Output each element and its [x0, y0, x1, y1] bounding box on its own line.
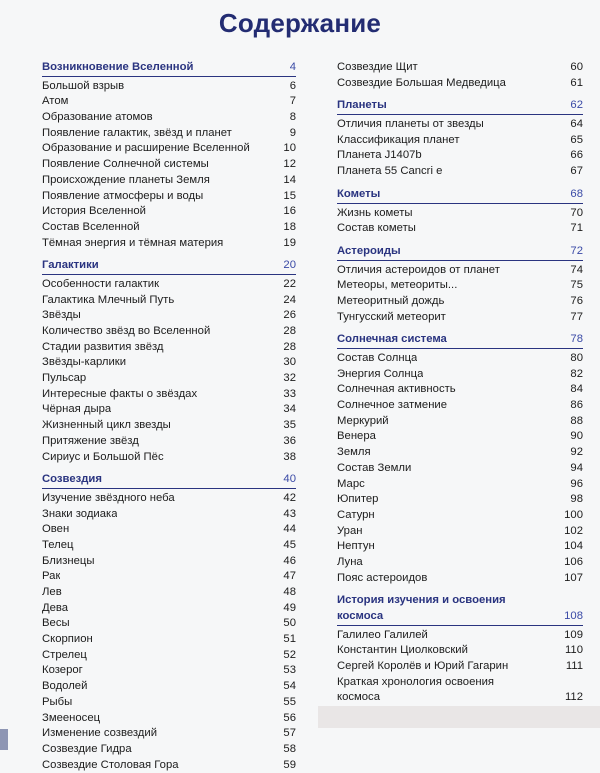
- toc-entry[interactable]: [42, 94, 296, 110]
- section-gap: [337, 91, 583, 98]
- page-number: 24: [283, 293, 296, 306]
- entry-title: Состав Солнца: [337, 352, 418, 364]
- entry-title: Венера: [337, 430, 376, 443]
- toc-entry[interactable]: [42, 434, 296, 450]
- entry-title: Планета J1407b: [337, 149, 422, 162]
- page-number: 54: [283, 680, 296, 693]
- entry-title: Солнечная активность: [337, 383, 456, 396]
- toc-entry[interactable]: [42, 220, 296, 236]
- page-number: 77: [570, 310, 583, 323]
- toc-entry[interactable]: [42, 110, 296, 126]
- entry-title: Созвездие Большая Медведица: [337, 76, 506, 89]
- page-number: 20: [283, 259, 296, 272]
- page-number: 33: [283, 387, 296, 400]
- toc-right-column: [337, 60, 583, 706]
- entry-title: Пульсар: [42, 372, 87, 385]
- page-number: 104: [564, 540, 583, 553]
- page-number: 4: [289, 61, 296, 73]
- entry-title: Скорпион: [42, 633, 93, 646]
- section-gap: [337, 237, 583, 244]
- page-number: 35: [283, 419, 296, 432]
- page-number: 44: [283, 523, 296, 536]
- page-number: 26: [283, 309, 296, 322]
- toc-entry[interactable]: [42, 308, 296, 324]
- entry-title: Появление Солнечной системы: [42, 158, 209, 171]
- toc-entry[interactable]: [42, 189, 296, 205]
- toc-left-column: [42, 60, 296, 773]
- toc-entry[interactable]: [42, 616, 296, 632]
- toc-entry[interactable]: [337, 477, 583, 493]
- entry-title: Притяжение звёзд: [42, 434, 139, 447]
- entry-title: Появление галактик, звёзд и планет: [42, 126, 232, 139]
- entry-title: Сатурн: [337, 508, 375, 521]
- entry-title: Чёрная дыра: [42, 403, 112, 416]
- entry-title: Отличия астероидов от планет: [337, 263, 500, 276]
- section-title: История изучения и освоения космоса: [337, 594, 506, 623]
- entry-title: Весы: [42, 617, 70, 630]
- page-number: 78: [570, 333, 583, 346]
- entry-title: Интересные факты о звёздах: [42, 387, 198, 400]
- entry-title: Знаки зодиака: [42, 507, 118, 520]
- entry-title: Юпитер: [337, 493, 379, 506]
- entry-title: Созвездие Столовая Гора: [42, 758, 179, 771]
- toc-entry[interactable]: [42, 695, 296, 711]
- section-title: Возникновение Вселенной: [42, 61, 194, 73]
- page-number: 56: [283, 711, 296, 724]
- page-number: 59: [283, 758, 296, 771]
- page-number: 67: [570, 165, 583, 178]
- page-number: 94: [570, 461, 583, 474]
- toc-entry[interactable]: [337, 263, 583, 279]
- entry-title: Созвездие Гидра: [42, 742, 132, 755]
- toc-entry[interactable]: [337, 164, 583, 180]
- page-number: 8: [289, 111, 296, 124]
- page-number: 80: [570, 352, 583, 364]
- page-number: 90: [570, 430, 583, 443]
- entry-title: Жизнь кометы: [337, 206, 413, 219]
- page-number: 92: [570, 446, 583, 459]
- toc-entry[interactable]: [42, 538, 296, 554]
- toc-entry[interactable]: [337, 492, 583, 508]
- toc-entry[interactable]: [42, 450, 296, 466]
- page-number: 108: [564, 610, 583, 623]
- entry-title: Энергия Солнца: [337, 367, 424, 380]
- page-number: 7: [289, 95, 296, 108]
- toc-entry[interactable]: [337, 555, 583, 571]
- page-number: 32: [283, 372, 296, 385]
- entry-title: Марс: [337, 477, 365, 490]
- toc-entry[interactable]: [337, 117, 583, 133]
- section-title: Галактики: [42, 259, 99, 272]
- section-title: Планеты: [337, 99, 387, 112]
- entry-title: Стрелец: [42, 648, 87, 661]
- toc-entry[interactable]: [42, 679, 296, 695]
- entry-title: Дева: [42, 601, 69, 614]
- toc-entry[interactable]: [42, 507, 296, 523]
- entry-title: Галактика Млечный Путь: [42, 293, 175, 306]
- toc-entry[interactable]: [337, 414, 583, 430]
- toc-entry[interactable]: [42, 157, 296, 173]
- page-number: 47: [283, 570, 296, 583]
- page-number: 14: [283, 173, 296, 186]
- toc-entry[interactable]: [337, 148, 583, 164]
- page-number: 18: [283, 220, 296, 233]
- entry-title: Сергей Королёв и Юрий Гагарин: [337, 660, 509, 673]
- page-number: 48: [283, 586, 296, 598]
- page-number: 42: [283, 491, 296, 504]
- entry-title: Земля: [337, 446, 371, 459]
- entry-title: Состав Земли: [337, 461, 412, 474]
- page-number: 60: [570, 61, 583, 73]
- entry-title: Количество звёзд во Вселенной: [42, 325, 211, 337]
- toc-entry[interactable]: [337, 524, 583, 540]
- toc-entry[interactable]: [42, 277, 296, 293]
- toc-entry[interactable]: [42, 340, 296, 356]
- toc-entry[interactable]: [42, 491, 296, 507]
- entry-title: Происхождение планеты Земля: [42, 173, 210, 186]
- page-number: 64: [570, 118, 583, 131]
- toc-entry[interactable]: [42, 371, 296, 387]
- entry-title: Образование и расширение Вселенной: [42, 142, 250, 155]
- toc-section-heading[interactable]: [337, 593, 583, 625]
- page-number: 70: [570, 206, 583, 219]
- toc-entry[interactable]: [337, 659, 583, 675]
- page-number: 96: [570, 477, 583, 490]
- toc-entry[interactable]: [42, 663, 296, 679]
- page-number: 110: [564, 644, 583, 657]
- page-number: 61: [570, 76, 583, 89]
- entry-title: Созвездие Щит: [337, 61, 418, 73]
- toc-entry[interactable]: [337, 429, 583, 445]
- toc-section-heading[interactable]: [42, 472, 296, 489]
- entry-title: Изучение звёздного неба: [42, 491, 175, 504]
- entry-title: Рак: [42, 570, 61, 583]
- page-number: 71: [570, 222, 583, 235]
- entry-title: Пояс астероидов: [337, 571, 428, 584]
- toc-entry[interactable]: [42, 522, 296, 538]
- page-number: 112: [564, 691, 583, 704]
- toc-section-heading[interactable]: [42, 258, 296, 275]
- page-number: 49: [283, 601, 296, 614]
- toc-entry[interactable]: [337, 508, 583, 524]
- entry-title: Звёзды-карлики: [42, 356, 127, 369]
- toc-entry[interactable]: [337, 445, 583, 461]
- toc-entry[interactable]: [337, 461, 583, 477]
- toc-entry[interactable]: [337, 643, 583, 659]
- page-number: 9: [289, 126, 296, 139]
- entry-title: Изменение созвездий: [42, 727, 158, 740]
- entry-title: Сириус и Большой Пёс: [42, 450, 164, 463]
- section-gap: [337, 325, 583, 332]
- entry-title: Жизненный цикл звезды: [42, 419, 171, 432]
- page-title: Содержание: [218, 8, 382, 38]
- entry-title: Атом: [42, 95, 69, 108]
- toc-entry[interactable]: [337, 628, 583, 644]
- entry-title: Состав Вселенной: [42, 220, 140, 233]
- toc-entry[interactable]: [337, 221, 583, 237]
- toc-entry[interactable]: [337, 398, 583, 414]
- entry-title: Планета 55 Cancri e: [337, 165, 443, 178]
- section-gap: [42, 465, 296, 472]
- section-title: Астероиды: [337, 244, 401, 257]
- page-number: 53: [283, 664, 296, 677]
- entry-title: Особенности галактик: [42, 277, 160, 290]
- entry-title: Лев: [42, 586, 62, 598]
- entry-title: Стадии развития звёзд: [42, 340, 164, 353]
- toc-entry[interactable]: [42, 79, 296, 95]
- entry-title: Метеоритный дождь: [337, 294, 445, 307]
- entry-title: Меркурий: [337, 414, 389, 427]
- corner-mark: [0, 729, 8, 750]
- page-number: 12: [283, 158, 296, 171]
- toc-entry[interactable]: [42, 387, 296, 403]
- page-number: 6: [289, 79, 296, 92]
- entry-title: Змееносец: [42, 711, 101, 724]
- page-number: 82: [570, 367, 583, 380]
- page-number: 100: [564, 508, 583, 521]
- toc-entry[interactable]: [42, 293, 296, 309]
- toc-entry[interactable]: [337, 206, 583, 222]
- toc-section-heading[interactable]: [337, 244, 583, 261]
- section-title: Созвездия: [42, 473, 102, 486]
- page-number: 106: [564, 555, 583, 568]
- section-title: Солнечная система: [337, 333, 447, 346]
- toc-entry[interactable]: [42, 554, 296, 570]
- page-number: 34: [283, 403, 296, 416]
- toc-entry[interactable]: [337, 571, 583, 587]
- page-number: 111: [565, 660, 583, 673]
- section-gap: [42, 251, 296, 258]
- page-number: 28: [283, 340, 296, 353]
- toc-entry[interactable]: [42, 236, 296, 252]
- entry-title: Образование атомов: [42, 111, 153, 124]
- entry-title: Луна: [337, 555, 363, 568]
- toc-section-heading[interactable]: [337, 332, 583, 349]
- page-number: 52: [283, 648, 296, 661]
- toc-entry[interactable]: [42, 711, 296, 727]
- toc-entry[interactable]: [337, 294, 583, 310]
- toc-entry[interactable]: [337, 310, 583, 326]
- toc-entry[interactable]: [337, 367, 583, 383]
- toc-entry[interactable]: [42, 569, 296, 585]
- watermark-strip: [318, 706, 600, 728]
- toc-entry[interactable]: [42, 601, 296, 617]
- page-number: 109: [564, 628, 583, 641]
- page-number: 43: [283, 507, 296, 520]
- entry-title: История Вселенной: [42, 205, 146, 218]
- toc-entry[interactable]: [42, 204, 296, 220]
- entry-title: Тёмная энергия и тёмная материя: [42, 236, 224, 249]
- page-number: 58: [283, 742, 296, 755]
- page-number: 19: [283, 236, 296, 249]
- section-title: Кометы: [337, 187, 381, 200]
- entry-title: Рыбы: [42, 695, 73, 708]
- entry-title: Классификация планет: [337, 133, 460, 146]
- toc-entry[interactable]: [42, 585, 296, 601]
- toc-entry[interactable]: [42, 141, 296, 157]
- entry-title: Метеоры, метеориты...: [337, 279, 458, 292]
- section-gap: [337, 180, 583, 187]
- entry-title: Овен: [42, 523, 70, 536]
- page-number: 72: [570, 244, 583, 257]
- page-number: 10: [283, 142, 296, 155]
- toc-entry[interactable]: [42, 402, 296, 418]
- toc-section-heading[interactable]: [42, 60, 296, 77]
- entry-title: Близнецы: [42, 554, 95, 567]
- page-number: 57: [283, 727, 296, 740]
- entry-title: Константин Циолковский: [337, 644, 468, 657]
- page-number: 62: [570, 99, 583, 112]
- entry-title: Водолей: [42, 680, 88, 693]
- toc-entry[interactable]: [42, 648, 296, 664]
- page-number: 102: [564, 524, 583, 537]
- page-number: 45: [283, 538, 296, 551]
- page-number: 15: [283, 189, 296, 202]
- entry-title: Козерог: [42, 664, 83, 677]
- page-number: 46: [283, 554, 296, 567]
- page-number: 88: [570, 414, 583, 427]
- entry-title: Отличия планеты от звезды: [337, 118, 484, 131]
- toc-entry[interactable]: [42, 418, 296, 434]
- page-number: 30: [283, 356, 296, 369]
- toc-entry[interactable]: [337, 133, 583, 149]
- page-number: 76: [570, 294, 583, 307]
- page-number: 75: [570, 279, 583, 292]
- page-number: 28: [283, 325, 296, 337]
- entry-title: Нептун: [337, 540, 375, 553]
- page-number: 107: [564, 571, 583, 584]
- page-number: 16: [283, 205, 296, 218]
- page-number: 38: [283, 450, 296, 463]
- entry-title: Тунгусский метеорит: [337, 310, 446, 323]
- toc-entry[interactable]: [337, 675, 583, 706]
- toc-entry[interactable]: [42, 758, 296, 773]
- entry-title: Телец: [42, 538, 74, 551]
- entry-title: Солнечное затмение: [337, 399, 448, 412]
- page-number: 98: [570, 493, 583, 506]
- page-number: 55: [283, 695, 296, 708]
- entry-title: Уран: [337, 524, 363, 537]
- page-number: 86: [570, 399, 583, 412]
- toc-entry[interactable]: [337, 60, 583, 76]
- page-number: 22: [283, 277, 296, 290]
- toc-entry[interactable]: [337, 382, 583, 398]
- page-number: 84: [570, 383, 583, 396]
- toc-entry[interactable]: [42, 324, 296, 340]
- section-gap: [337, 586, 583, 593]
- toc-entry[interactable]: [42, 173, 296, 189]
- toc-entry[interactable]: [42, 126, 296, 142]
- page-number: 40: [283, 473, 296, 486]
- page-number: 50: [283, 617, 296, 630]
- toc-entry[interactable]: [42, 355, 296, 371]
- entry-title: Появление атмосферы и воды: [42, 189, 204, 202]
- toc-entry[interactable]: [337, 539, 583, 555]
- toc-entry[interactable]: [337, 351, 583, 367]
- entry-title: Краткая хронология освоения космоса: [337, 675, 495, 704]
- toc-section-heading[interactable]: [337, 98, 583, 115]
- toc-entry[interactable]: [337, 278, 583, 294]
- entry-title: Звёзды: [42, 309, 81, 322]
- entry-title: Состав кометы: [337, 222, 416, 235]
- entry-title: Большой взрыв: [42, 79, 125, 92]
- page-number: 74: [570, 263, 583, 276]
- toc-entry[interactable]: [42, 632, 296, 648]
- page-number: 68: [570, 187, 583, 200]
- toc-section-heading[interactable]: [337, 187, 583, 204]
- page-number: 65: [570, 133, 583, 146]
- entry-title: Галилео Галилей: [337, 628, 428, 641]
- toc-entry[interactable]: [42, 726, 296, 742]
- page-number: 66: [570, 149, 583, 162]
- page-number: 36: [283, 434, 296, 447]
- toc-entry[interactable]: [337, 76, 583, 92]
- page-number: 51: [283, 633, 296, 646]
